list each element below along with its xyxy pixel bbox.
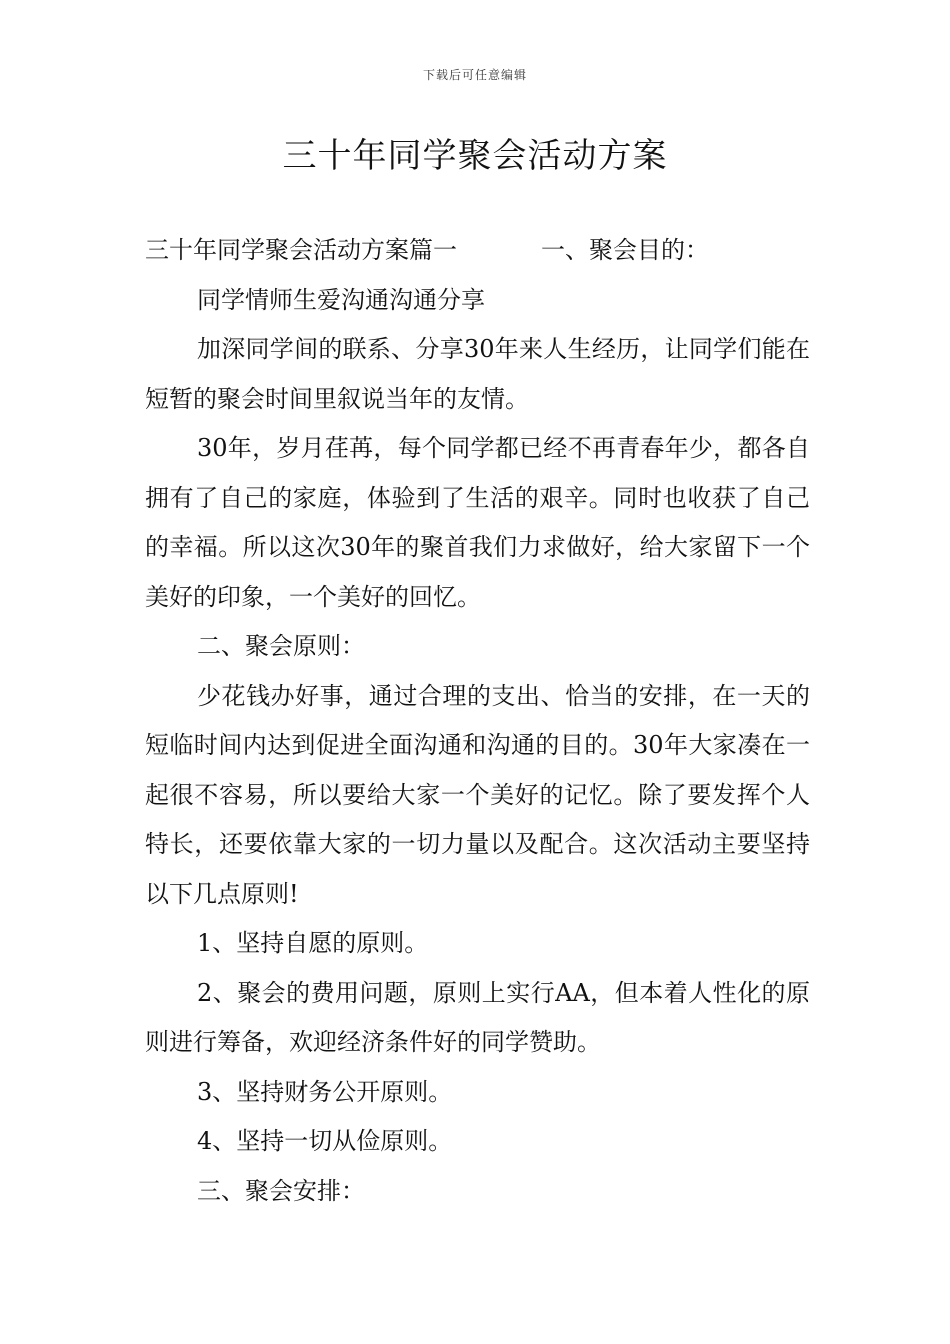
section-heading-principles: 二、聚会原则： (197, 632, 365, 660)
list-item: 4、坚持一切从俭原则。 (197, 1127, 453, 1155)
paragraph: 加深同学间的联系、分享30年来人生经历，让同学们能在短暂的聚会时间里叙说当年的友情。 (145, 335, 810, 413)
header-note: 下载后可任意编辑 (422, 68, 527, 82)
paragraph: 少花钱办好事，通过合理的支出、恰当的安排，在一天的短临时间内达到促进全面沟通和沟通的目的。30年大家凑在一起很不容易，所以要给大家一个美好的记忆。除了要发挥个人特长，还要依靠大家的一切力量以及配合。这次活动主要坚持以下几点原则! (145, 681, 810, 908)
section-heading-arrangement: 三、聚会安排： (197, 1176, 365, 1205)
list-item: 2、聚会的费用问题，原则上实行AA，但本着人性化的原则进行筹备，欢迎经济条件好的同学赞助。 (145, 978, 810, 1056)
paragraph: 同学情师生爱沟通沟通分享 (197, 285, 485, 314)
section-heading-purpose: 一、聚会目的： (541, 236, 709, 264)
document-body (145, 226, 810, 1216)
list-item: 3、坚持财务公开原则。 (197, 1077, 453, 1106)
paragraph: 30年，岁月荏苒，每个同学都已经不再青春年少，都各自拥有了自己的家庭，体验到了生活的艰辛。同时也收获了自己的幸福。所以这次30年的聚首我们力求做好，给大家留下一个美好的印象，一个美好的回忆。 (145, 434, 810, 611)
document-title: 三十年同学聚会活动方案 (282, 136, 668, 176)
list-item: 1、坚持自愿的原则。 (197, 929, 429, 957)
first-line (145, 226, 810, 276)
section-heading-title: 三十年同学聚会活动方案篇一 (145, 236, 457, 264)
